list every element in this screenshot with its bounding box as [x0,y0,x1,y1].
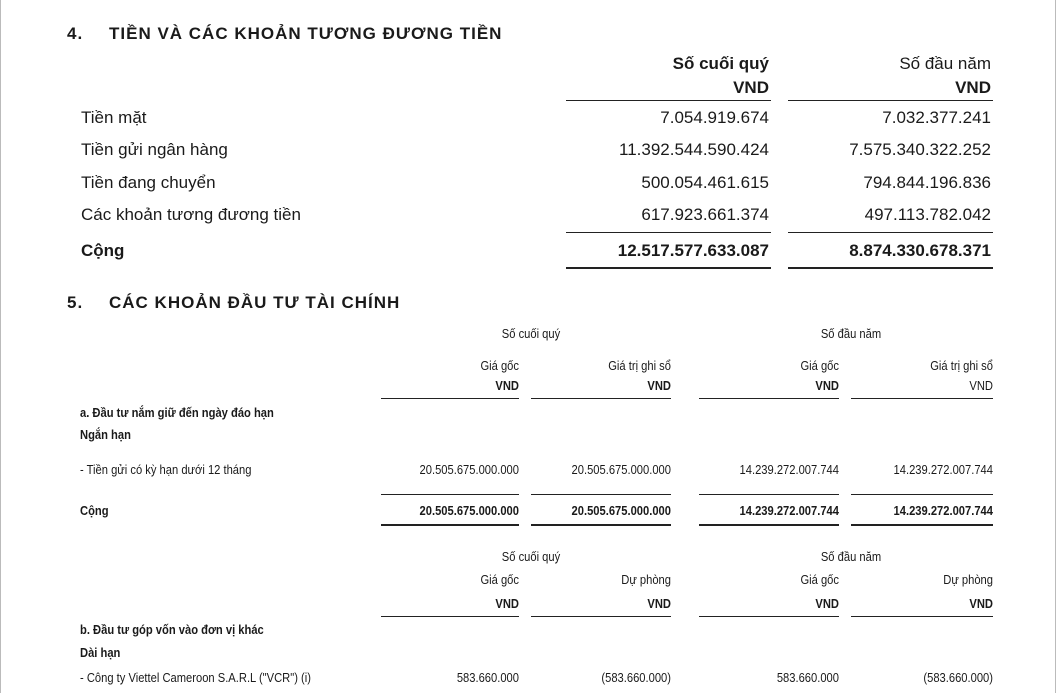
total-topline [851,494,993,495]
unit-label: VND [969,378,993,393]
group-header-end: Số cuối quý [501,549,561,564]
col-end-unit: VND [733,78,769,97]
unit-label: VND [815,378,839,393]
col-start-header: Số đầu năm [899,54,991,73]
total-underline-start [788,267,993,269]
group-header-start: Số đầu năm [820,326,882,341]
row-label: Các khoản tương đương tiền [81,205,301,224]
total-value: 20.505.675.000.000 [571,503,671,518]
col-underline [531,398,671,399]
row-value-start: 794.844.196.836 [863,173,991,192]
part-b-heading: b. Đầu tư góp vốn vào đơn vị khác [80,622,264,637]
col-underline [851,616,993,617]
row-value-end: 500.054.461.615 [641,173,769,192]
row-value-end: 7.054.919.674 [660,108,769,127]
unit-label: VND [495,378,519,393]
col-underline [699,398,839,399]
part-a-heading: a. Đầu tư nắm giữ đến ngày đáo hạn [80,405,274,420]
col-cost-header: Giá gốc [800,358,839,373]
total-topline [699,494,839,495]
header-underline-start [788,100,993,101]
total-topline [531,494,671,495]
header-underline-end [566,100,771,101]
total-value: 14.239.272.007.744 [739,503,839,518]
row-label: Tiền đang chuyển [81,173,216,192]
total-underline [381,524,519,526]
total-label: Cộng [80,503,109,518]
row-label: Tiền mặt [81,108,147,127]
col-book-header: Giá trị ghi sổ [608,358,671,373]
col-underline [381,616,519,617]
col-underline [699,616,839,617]
unit-label: VND [495,596,519,611]
section-5-title: CÁC KHOẢN ĐẦU TƯ TÀI CHÍNH [109,293,401,312]
row-label: - Tiền gửi có kỳ hạn dưới 12 tháng [80,462,252,477]
row-value: 14.239.272.007.744 [739,462,839,477]
col-underline [531,616,671,617]
col-book-header: Giá trị ghi sổ [930,358,993,373]
row-value: (583.660.000) [601,670,671,685]
section-5-number: 5. [67,293,84,312]
row-value: 20.505.675.000.000 [571,462,671,477]
row-value-start: 7.575.340.322.252 [849,140,991,159]
total-topline [381,494,519,495]
part-a-subheading: Ngắn hạn [80,427,131,442]
group-header-start: Số đầu năm [820,549,882,564]
col-end-header: Số cuối quý [672,54,769,73]
unit-label: VND [647,378,671,393]
total-value: 20.505.675.000.000 [419,503,519,518]
col-cost-header: Giá gốc [800,572,839,587]
total-underline [851,524,993,526]
section-4-number: 4. [67,24,84,43]
col-prov-header: Dự phòng [943,572,993,587]
unit-label: VND [815,596,839,611]
total-topline-end [566,232,771,233]
total-topline-start [788,232,993,233]
total-value: 14.239.272.007.744 [893,503,993,518]
row-value-end: 11.392.544.590.424 [619,140,769,159]
total-value-end: 12.517.577.633.087 [617,241,769,260]
col-prov-header: Dự phòng [621,572,671,587]
unit-label: VND [969,596,993,611]
total-underline [531,524,671,526]
total-value-start: 8.874.330.678.371 [849,241,991,260]
total-underline [699,524,839,526]
part-b-subheading: Dài hạn [80,645,121,660]
row-label: Tiền gửi ngân hàng [81,140,228,159]
row-value-end: 617.923.661.374 [641,205,769,224]
col-underline [381,398,519,399]
col-underline [851,398,993,399]
total-underline-end [566,267,771,269]
row-value: 20.505.675.000.000 [419,462,519,477]
row-value: 583.660.000 [456,670,519,685]
row-label: - Công ty Viettel Cameroon S.A.R.L ("VCR") (i) [80,670,311,685]
row-value-start: 7.032.377.241 [882,108,991,127]
row-value: 14.239.272.007.744 [893,462,993,477]
group-header-end: Số cuối quý [501,326,561,341]
col-cost-header: Giá gốc [480,572,519,587]
total-label: Cộng [81,241,125,260]
col-cost-header: Giá gốc [480,358,519,373]
section-4-title: TIỀN VÀ CÁC KHOẢN TƯƠNG ĐƯƠNG TIỀN [109,24,503,43]
unit-label: VND [647,596,671,611]
row-value: 583.660.000 [776,670,839,685]
row-value-start: 497.113.782.042 [864,205,991,224]
col-start-unit: VND [955,78,991,97]
row-value: (583.660.000) [923,670,993,685]
